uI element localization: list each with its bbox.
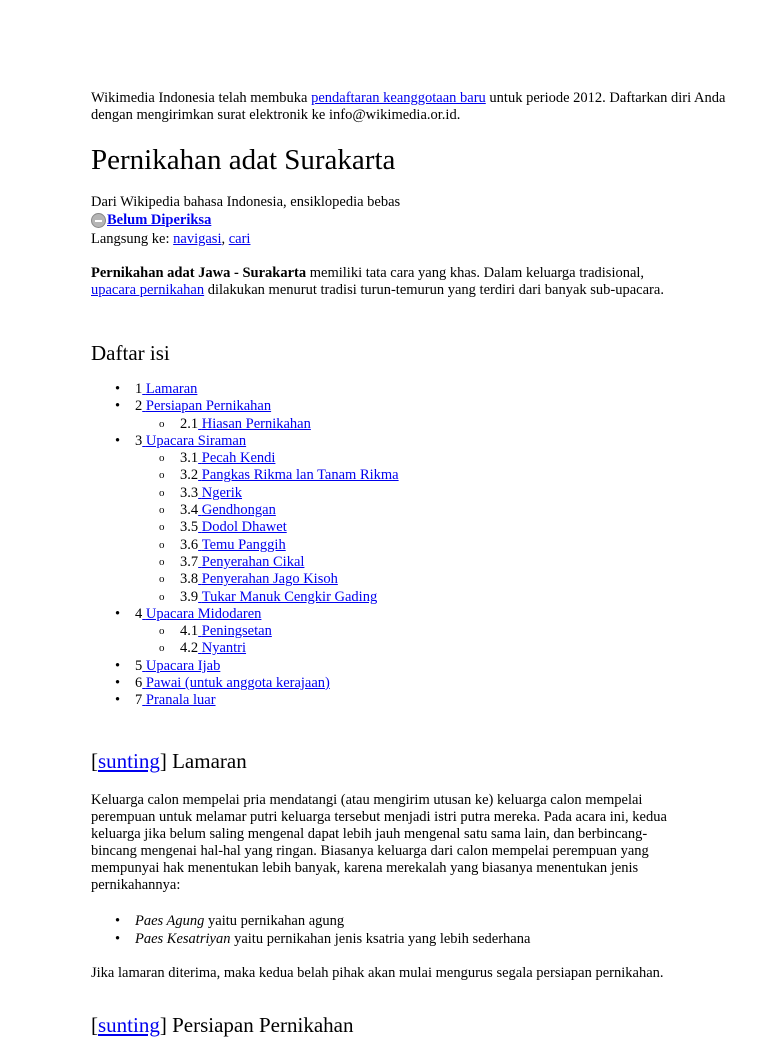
page-title: Pernikahan adat Surakarta xyxy=(91,144,396,176)
section-paragraph: Keluarga calon mempelai pria mendatangi (atau mengirim utusan ke) keluarga calon mempelai perempuan untuk melamar putri keluarga tersebut menjadi istri putra mereka. Pada acara ini, kedua keluarga jika belum saling mengenal dapat lebih jauh mengenal satu sama lain, dan berbincang-bincang mengenai hal-hal yang ringan. Biasanya keluarga dari calon mempelai perempuan yang mempunyai hak menentukan lebih banyak, karena merekalah yang biasanya menentukan jenis pernikahannya: xyxy=(91,792,667,893)
toc-label[interactable]: Pranala luar xyxy=(145,692,216,709)
toc-item[interactable] xyxy=(91,692,399,709)
circle-bullet-icon: o xyxy=(159,452,165,465)
bullet-icon: • xyxy=(115,692,121,709)
toc-item[interactable] xyxy=(91,658,399,675)
toc-number: 2.1 xyxy=(180,415,199,432)
toc-label[interactable]: Ngerik xyxy=(201,484,243,501)
list-item xyxy=(91,913,530,931)
toc-number: 4.1 xyxy=(180,623,199,640)
intro-bold-term: Pernikahan adat Jawa - Surakarta xyxy=(91,265,307,281)
review-flag-link[interactable]: Belum Diperiksa xyxy=(107,212,212,228)
toc-link[interactable] xyxy=(142,398,271,414)
circle-bullet-icon: o xyxy=(159,417,165,430)
toc-label[interactable]: Persiapan Pernikahan xyxy=(145,398,272,415)
edit-bracket-open: [ xyxy=(91,1013,98,1037)
list-desc: yaitu pernikahan agung xyxy=(204,913,345,929)
intro-text-1: memiliki tata cara yang khas. Dalam keluarga tradisional, xyxy=(306,265,645,281)
jump-label: Langsung ke: xyxy=(91,231,174,247)
toc-item[interactable] xyxy=(91,623,399,640)
toc-number: 3.7 xyxy=(180,553,199,570)
toc-item[interactable] xyxy=(91,398,399,415)
section-title: Persiapan Pernikahan xyxy=(166,1013,354,1037)
bullet-icon: • xyxy=(115,605,121,622)
toc-link[interactable] xyxy=(198,467,398,483)
bullet-icon: • xyxy=(115,675,121,692)
toc-link[interactable] xyxy=(198,502,276,518)
toc-link[interactable] xyxy=(142,658,220,674)
toc-label[interactable]: Upacara Ijab xyxy=(145,657,221,674)
circle-bullet-icon: o xyxy=(159,504,165,517)
circle-bullet-icon: o xyxy=(159,486,165,499)
intro-paragraph xyxy=(91,265,681,299)
bullet-icon: • xyxy=(115,913,121,929)
jump-search-link[interactable]: cari xyxy=(228,231,251,247)
toc-item[interactable] xyxy=(91,416,399,433)
circle-bullet-icon: o xyxy=(159,590,165,603)
toc-label[interactable]: Tukar Manuk Cengkir Gading xyxy=(201,588,378,605)
toc-label[interactable]: Lamaran xyxy=(145,381,198,397)
edit-section-link[interactable]: sunting xyxy=(98,1013,160,1037)
toc-link[interactable] xyxy=(198,554,304,570)
toc-number: 2 xyxy=(135,398,143,415)
toc-link[interactable] xyxy=(142,381,197,397)
circle-bullet-icon: o xyxy=(159,469,165,482)
toc-label[interactable]: Dodol Dhawet xyxy=(201,519,287,536)
section-title: Lamaran xyxy=(166,749,247,773)
toc-number: 5 xyxy=(135,657,143,674)
toc-number: 3.9 xyxy=(180,588,199,605)
edit-bracket-open: [ xyxy=(91,749,98,773)
toc-item[interactable] xyxy=(91,606,399,623)
toc-link[interactable] xyxy=(142,606,261,622)
list-term: Paes Agung xyxy=(135,913,205,929)
jump-navigation-link[interactable]: navigasi xyxy=(173,231,222,247)
bullet-icon: • xyxy=(115,432,121,449)
toc-item[interactable] xyxy=(91,640,399,657)
toc-label[interactable]: Nyantri xyxy=(201,640,247,657)
list-term: Paes Kesatriyan xyxy=(135,930,231,947)
circle-bullet-icon: o xyxy=(159,642,165,655)
edit-bracket-close: ] xyxy=(159,1013,167,1037)
jump-separator: , xyxy=(221,231,229,247)
toc-number: 3.4 xyxy=(180,502,199,519)
membership-link[interactable]: pendaftaran keanggotaan baru xyxy=(311,90,486,106)
toc-number: 3.3 xyxy=(180,484,199,501)
toc-item[interactable] xyxy=(91,589,399,606)
toc-link[interactable] xyxy=(198,450,275,466)
section-heading-lamaran xyxy=(91,748,247,774)
toc-label[interactable]: Pangkas Rikma lan Tanam Rikma xyxy=(201,467,399,484)
toc-item[interactable] xyxy=(91,675,399,692)
toc-link[interactable] xyxy=(198,571,338,587)
toc-number: 6 xyxy=(135,675,143,692)
bullet-icon: • xyxy=(115,657,121,674)
section-paragraph-closing: Jika lamaran diterima, maka kedua belah pihak akan mulai mengurus segala persiapan pernikahan. xyxy=(91,965,664,981)
bullet-icon: • xyxy=(115,398,121,415)
toc-number: 4 xyxy=(135,605,143,622)
toc-item[interactable] xyxy=(91,554,399,571)
intro-text-2: dilakukan menurut tradisi turun-temurun yang terdiri dari banyak sub-upacara. xyxy=(204,282,664,298)
wedding-ceremony-link[interactable]: upacara pernikahan xyxy=(91,282,205,298)
jump-to xyxy=(91,231,250,248)
toc-title: Daftar isi xyxy=(91,341,170,365)
list-desc: yaitu pernikahan jenis ksatria yang lebih sederhana xyxy=(230,930,531,947)
toc-item[interactable] xyxy=(91,381,399,398)
review-flag[interactable] xyxy=(91,212,211,229)
toc-link[interactable] xyxy=(198,416,311,432)
toc-link[interactable] xyxy=(198,537,286,553)
toc-list xyxy=(91,381,399,710)
toc-number: 7 xyxy=(135,692,143,709)
toc-item[interactable] xyxy=(91,537,399,554)
toc-number: 4.2 xyxy=(180,640,199,657)
edit-bracket-close: ] xyxy=(159,749,167,773)
toc-label[interactable]: Hiasan Pernikahan xyxy=(201,415,311,432)
toc-item[interactable] xyxy=(91,502,399,519)
toc-label[interactable]: Gendhongan xyxy=(201,502,276,519)
notice-text-2: untuk periode 2012. Daftarkan diri Anda dengan mengirimkan surat elektronik ke info@wikimedia.or.id. xyxy=(91,90,726,123)
toc-item[interactable] xyxy=(91,571,399,588)
toc-link[interactable] xyxy=(198,589,377,605)
toc-number: 3.1 xyxy=(180,450,199,467)
toc-link[interactable] xyxy=(142,675,330,691)
toc-label[interactable]: Upacara Midodaren xyxy=(145,605,262,622)
section-heading-persiapan xyxy=(91,1012,353,1038)
toc-number: 3.5 xyxy=(180,519,199,536)
circle-bullet-icon: o xyxy=(159,625,165,638)
circle-bullet-icon: o xyxy=(159,521,165,534)
toc-label[interactable]: Penyerahan Jago Kisoh xyxy=(201,571,338,588)
toc-link[interactable] xyxy=(198,485,242,501)
toc-item[interactable] xyxy=(91,433,399,450)
circle-bullet-icon: o xyxy=(159,555,165,568)
toc-label[interactable]: Pawai (untuk anggota kerajaan) xyxy=(145,675,330,692)
bullet-icon: • xyxy=(115,381,121,397)
toc-link[interactable] xyxy=(142,692,215,708)
toc-item[interactable] xyxy=(91,450,399,467)
toc-label[interactable]: Temu Panggih xyxy=(201,536,286,553)
toc-number: 3.8 xyxy=(180,571,199,588)
site-notice xyxy=(91,90,731,124)
toc-label[interactable]: Penyerahan Cikal xyxy=(201,553,305,570)
toc-label[interactable]: Peningsetan xyxy=(201,623,272,640)
toc-number: 3.2 xyxy=(180,467,199,484)
toc-item[interactable] xyxy=(91,467,399,484)
circle-bullet-icon: o xyxy=(159,573,165,586)
toc-number: 3 xyxy=(135,432,143,449)
toc-link[interactable] xyxy=(198,519,287,535)
toc-item[interactable] xyxy=(91,485,399,502)
toc-link[interactable] xyxy=(198,640,246,656)
toc-number: 1 xyxy=(135,381,143,397)
notice-text-1: Wikimedia Indonesia telah membuka xyxy=(91,90,312,106)
toc-number: 3.6 xyxy=(180,536,199,553)
bullet-icon: • xyxy=(115,930,121,947)
toc-label[interactable]: Upacara Siraman xyxy=(145,432,247,449)
toc-item[interactable] xyxy=(91,519,399,536)
site-subtitle: Dari Wikipedia bahasa Indonesia, ensiklopedia bebas xyxy=(91,194,401,210)
wedding-type-list xyxy=(91,913,530,948)
edit-section-link[interactable]: sunting xyxy=(98,749,160,773)
list-item xyxy=(91,931,530,949)
unreviewed-icon xyxy=(91,213,106,228)
toc-label[interactable]: Pecah Kendi xyxy=(201,450,276,467)
toc-link[interactable] xyxy=(142,433,246,449)
circle-bullet-icon: o xyxy=(159,538,165,551)
toc-link[interactable] xyxy=(198,623,272,639)
